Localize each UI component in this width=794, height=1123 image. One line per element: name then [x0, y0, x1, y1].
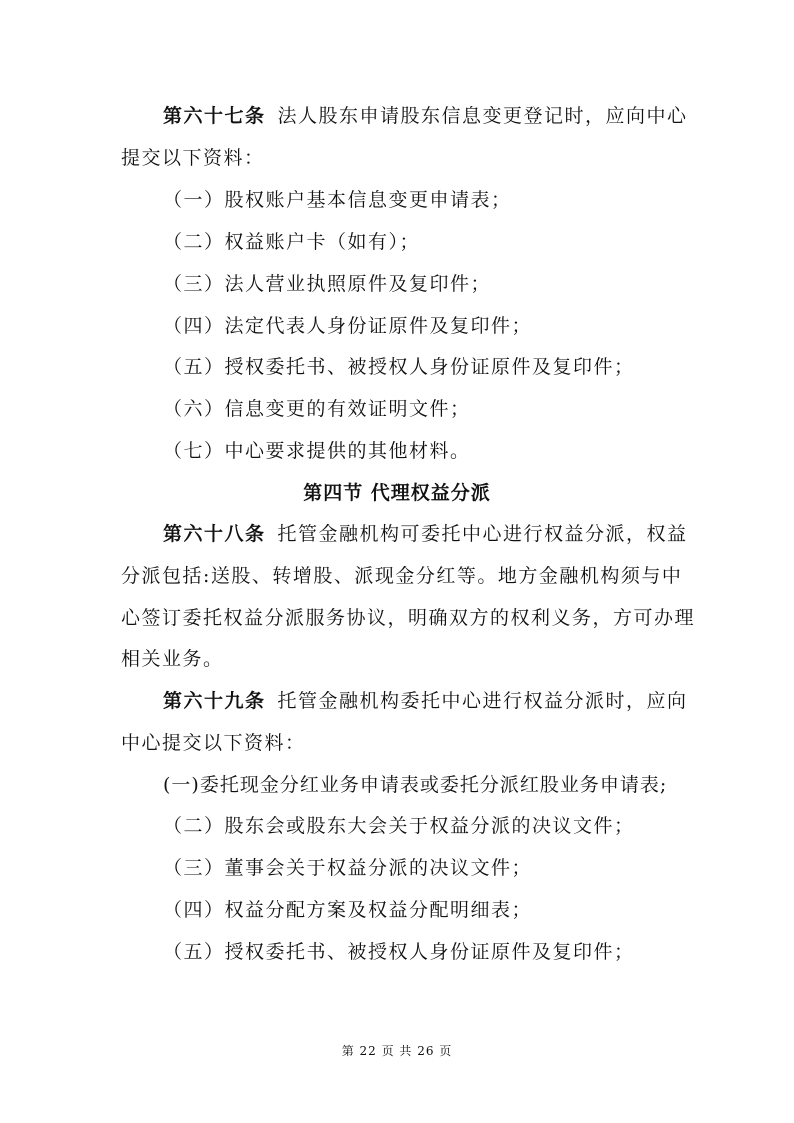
article-68-line-3: 心签订委托权益分派服务协议，明确双方的权利义务，方可办理 — [121, 607, 696, 629]
article-68-line-2: 分派包括:送股、转增股、派现金分红等。地方金融机构须与中 — [121, 565, 683, 587]
article-69-text-1: 托管金融机构委托中心进行权益分派时，应向 — [277, 690, 688, 712]
article-67-item-4: （四）法定代表人身份证原件及复印件； — [163, 315, 533, 337]
article-69-title: 第六十九条 — [163, 690, 266, 712]
article-67-title: 第六十七条 — [163, 105, 266, 127]
article-69-item-5: （五）授权委托书、被授权人身份证原件及复印件； — [163, 941, 635, 963]
article-67-line-2: 提交以下资料： — [121, 147, 265, 169]
article-69-line-1 — [163, 689, 688, 713]
article-69-line-2: 中心提交以下资料： — [121, 732, 306, 754]
article-69-item-4: （四）权益分配方案及权益分配明细表； — [163, 899, 533, 921]
article-68-text-1: 托管金融机构可委托中心进行权益分派，权益 — [277, 523, 688, 545]
article-68-line-4: 相关业务。 — [121, 648, 224, 670]
article-67-item-1: （一）股权账户基本信息变更申请表； — [163, 189, 512, 211]
article-67-item-2: （二）权益账户卡（如有）； — [163, 231, 421, 253]
article-67-item-7: （七）中心要求提供的其他材料。 — [163, 440, 471, 462]
article-67-line-1 — [163, 104, 688, 128]
section-heading: 第四节 代理权益分派 — [303, 482, 491, 504]
article-69-item-3: （三）董事会关于权益分派的决议文件； — [163, 857, 533, 879]
article-67-text-1: 法人股东申请股东信息变更登记时，应向中心 — [277, 105, 688, 127]
article-67-item-6: （六）信息变更的有效证明文件； — [163, 398, 471, 420]
article-68-title: 第六十八条 — [163, 523, 266, 545]
article-68-line-1 — [163, 522, 688, 546]
article-69-item-2: （二）股东会或股东大会关于权益分派的决议文件； — [163, 815, 635, 837]
article-67-item-5: （五）授权委托书、被授权人身份证原件及复印件； — [163, 356, 635, 378]
article-67-item-3: （三）法人营业执照原件及复印件； — [163, 273, 492, 295]
article-69-item-1: (一)委托现金分红业务申请表或委托分派红股业务申请表; — [163, 774, 668, 796]
page-number: 第 22 页 共 26 页 — [341, 1044, 453, 1058]
